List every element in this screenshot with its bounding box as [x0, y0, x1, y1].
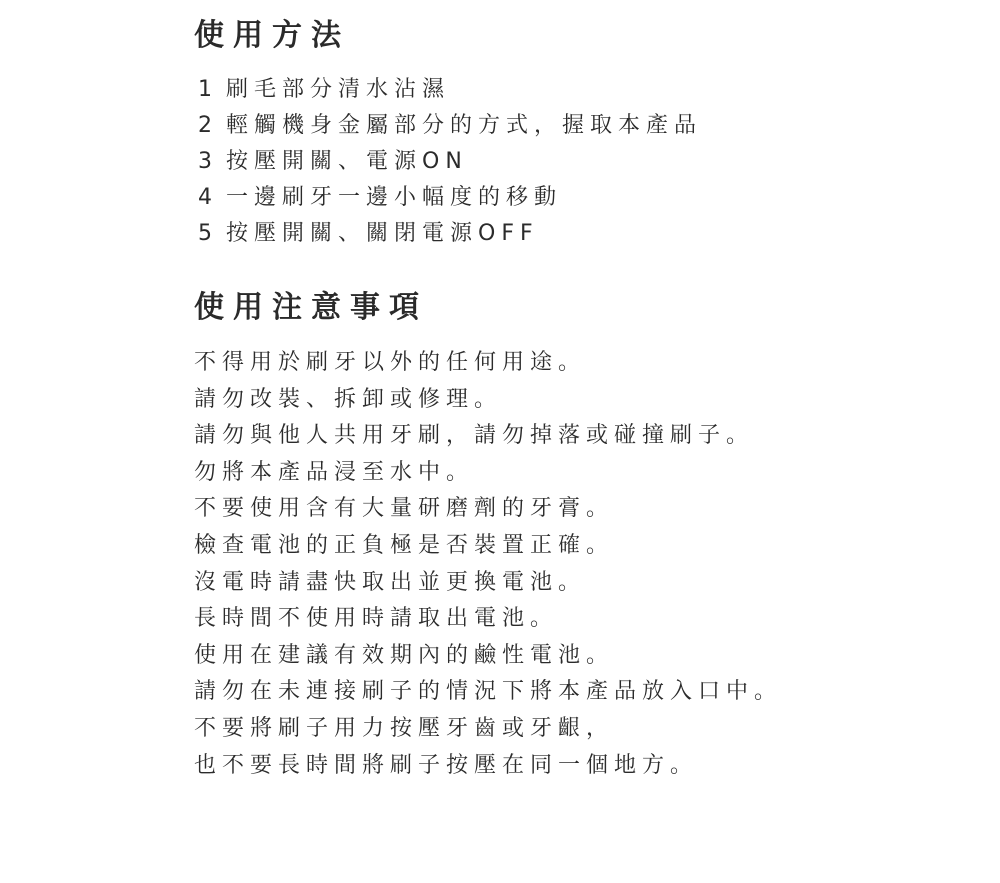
step-text: 按壓開關、關閉電源OFF	[226, 221, 539, 246]
step-text: 刷毛部分清水沾濕	[226, 77, 451, 102]
step-number: 3	[198, 149, 218, 174]
step-text: 一邊刷牙一邊小幅度的移動	[226, 185, 563, 210]
step-number: 4	[198, 185, 218, 210]
precaution-item: 長時間不使用時請取出電池。	[194, 606, 559, 632]
usage-step	[198, 72, 984, 108]
usage-step	[198, 216, 984, 252]
precaution-item: 檢查電池的正負極是否裝置正確。	[194, 532, 615, 558]
precaution-item: 請勿改裝、拆卸或修理。	[194, 386, 503, 412]
usage-step	[198, 180, 984, 216]
precaution-item: 不得用於刷牙以外的任何用途。	[194, 350, 587, 375]
instructions-page	[194, 0, 984, 784]
precaution-item: 勿將本產品浸至水中。	[194, 459, 475, 485]
usage-title: 使用方法	[194, 18, 350, 53]
precaution-item: 使用在建議有效期內的鹼性電池。	[194, 642, 615, 668]
precautions-title: 使用注意事項	[194, 290, 428, 325]
step-number: 1	[198, 77, 218, 102]
precaution-item: 也不要長時間將刷子按壓在同一個地方。	[194, 752, 699, 778]
usage-step	[198, 144, 984, 180]
precautions-list	[194, 345, 984, 784]
precaution-item: 請勿在未連接刷子的情況下將本產品放入口中。	[194, 679, 783, 705]
precaution-item: 不要使用含有大量研磨劑的牙膏。	[194, 496, 615, 522]
step-text: 按壓開關、電源ON	[226, 149, 468, 174]
step-text: 輕觸機身金屬部分的方式，握取本產品	[226, 113, 703, 138]
precaution-item: 請勿與他人共用牙刷，請勿掉落或碰撞刷子。	[194, 423, 755, 449]
precaution-item: 沒電時請盡快取出並更換電池。	[194, 569, 587, 595]
usage-steps-list	[198, 72, 984, 252]
step-number: 5	[198, 221, 218, 246]
usage-step	[198, 108, 984, 144]
precaution-item: 不要將刷子用力按壓牙齒或牙齦，	[194, 715, 615, 741]
step-number: 2	[198, 113, 218, 138]
